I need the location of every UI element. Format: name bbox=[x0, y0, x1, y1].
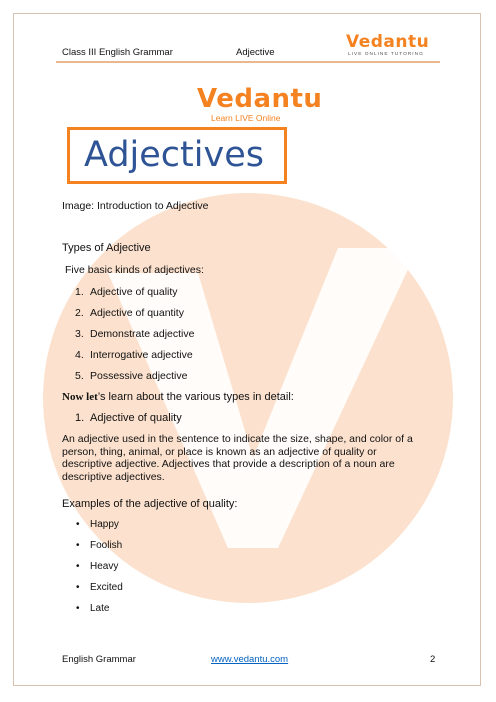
definition-paragraph: An adjective used in the sentence to indicate the size, shape, and color of a person, thing, animal, or place is known as an adjective of quality or descriptive adjective. Adjectives that provide a description of a noun are descriptive adjectives. bbox=[62, 433, 413, 483]
example-label: Happy bbox=[90, 519, 119, 530]
example-label: Foolish bbox=[90, 540, 123, 551]
page-number: 2 bbox=[430, 654, 436, 665]
detail-intro-rest: ’s learn about the various types in detail: bbox=[97, 391, 294, 403]
list-label: Possessive adjective bbox=[90, 370, 188, 382]
list-number: 2. bbox=[75, 307, 84, 319]
detail-intro-bold: Now let bbox=[62, 391, 98, 403]
example-label: Heavy bbox=[90, 561, 119, 572]
list-number: 4. bbox=[75, 349, 84, 361]
list-label: Demonstrate adjective bbox=[90, 328, 195, 340]
list-number: 3. bbox=[75, 328, 84, 340]
list-label: Adjective of quantity bbox=[90, 307, 184, 319]
types-heading: Types of Adjective bbox=[62, 242, 151, 254]
header-divider bbox=[56, 61, 440, 63]
header-logo-tagline: LIVE ONLINE TUTORING bbox=[348, 52, 424, 57]
footer-subject: English Grammar bbox=[62, 654, 136, 665]
bullet-icon: • bbox=[76, 603, 80, 614]
section-number: 1. bbox=[75, 412, 85, 424]
bullet-icon: • bbox=[76, 540, 80, 551]
list-number: 5. bbox=[75, 370, 84, 382]
bullet-icon: • bbox=[76, 582, 80, 593]
footer-website-link[interactable]: www.vedantu.com bbox=[211, 654, 289, 665]
example-label: Excited bbox=[90, 582, 123, 593]
image-caption: Image: Introduction to Adjective bbox=[62, 200, 209, 212]
main-logo: Vedantu bbox=[197, 84, 323, 114]
examples-heading: Examples of the adjective of quality: bbox=[62, 498, 238, 510]
title-image-text: Adjectives bbox=[84, 135, 264, 175]
bullet-icon: • bbox=[76, 519, 80, 530]
header-topic: Adjective bbox=[236, 47, 275, 58]
section-title: Adjective of quality bbox=[90, 412, 182, 424]
intro-line: Five basic kinds of adjectives: bbox=[65, 264, 204, 276]
detail-intro bbox=[62, 391, 294, 405]
title-image bbox=[67, 127, 287, 184]
bullet-icon: • bbox=[76, 561, 80, 572]
list-label: Adjective of quality bbox=[90, 286, 178, 298]
header-subject: Class III English Grammar bbox=[62, 47, 173, 58]
list-number: 1. bbox=[75, 286, 84, 298]
header-logo: Vedantu bbox=[346, 32, 430, 52]
list-label: Interrogative adjective bbox=[90, 349, 193, 361]
example-label: Late bbox=[90, 603, 110, 614]
main-logo-tagline: Learn LIVE Online bbox=[211, 113, 281, 123]
